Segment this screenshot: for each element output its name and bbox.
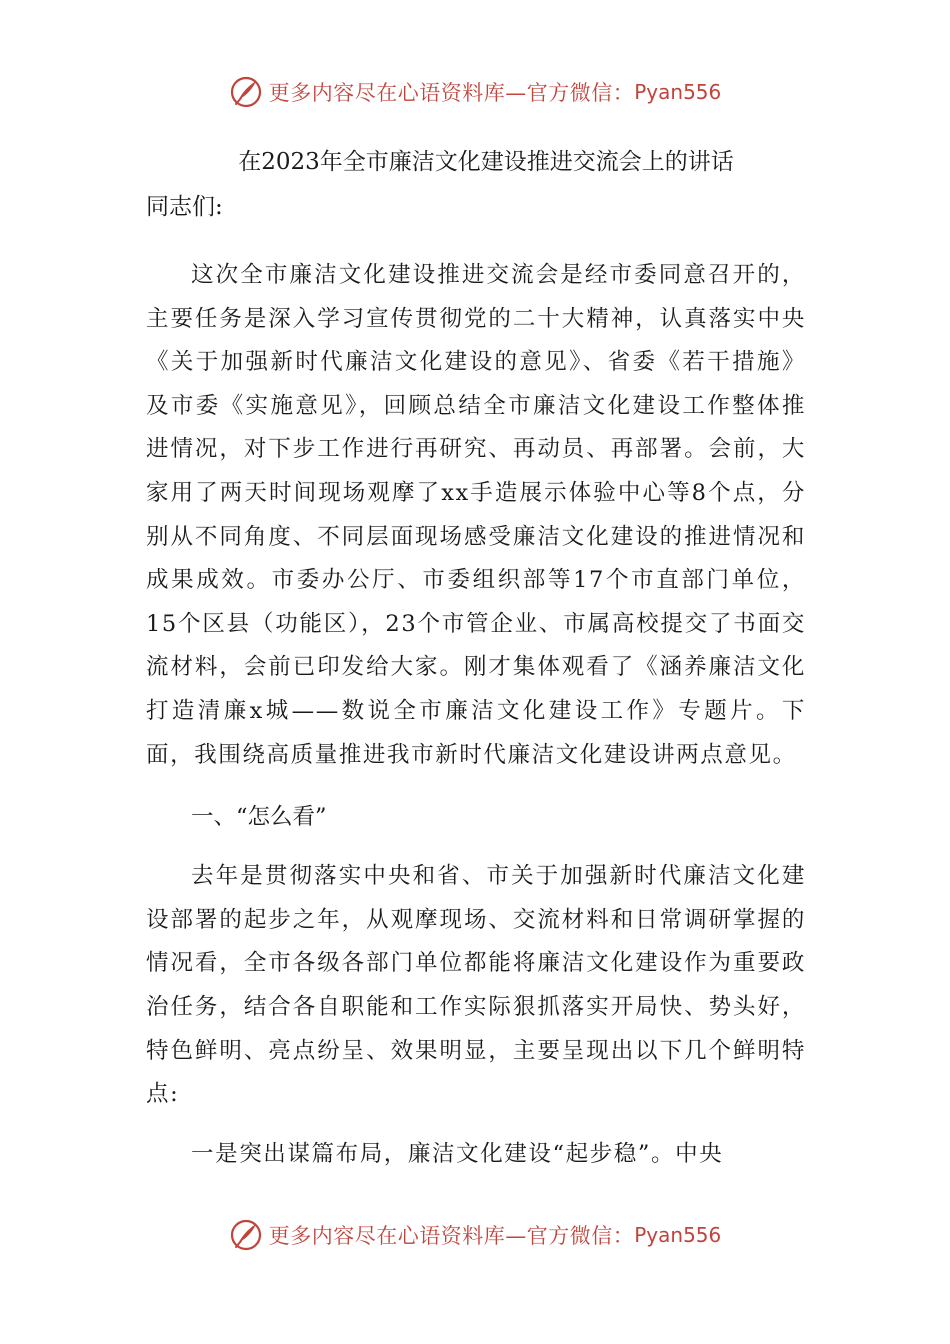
document-title: 在2023年全市廉洁文化建设推进交流会上的讲话 bbox=[238, 149, 734, 175]
section-heading: 一、“怎么看” bbox=[191, 804, 327, 831]
salutation: 同志们: bbox=[146, 194, 223, 220]
banner-wechat-id: Pyan556 bbox=[634, 80, 722, 104]
document-body bbox=[146, 142, 806, 1176]
quill-logo-icon bbox=[229, 75, 263, 109]
banner-text: 更多内容尽在心语资料库—官方微信： bbox=[268, 1224, 635, 1248]
opening-paragraph: 这次全市廉洁文化建设推进交流会是经市委同意召开的，主要任务是深入学习宣传贯彻党的二十大精神，认真落实中央《关于加强新时代廉洁文化建设的意见》、省委《若干措施》及市委《实施意见》，回顾总结全市廉洁文化建设工作整体推进情况，对下步工作进行再研究、再动员、再部署。会前，大家用了两天时间现场观摩了xx手造展示体验中心等8个点，分别从不同角度、不同层面现场感受廉洁文化建设的推进情况和成果成效。市委办公厅、市委组织部等17个市直部门单位，15个区县（功能区），23个市管企业、市属高校提交了书面交流材料，会前已印发给大家。刚才集体观看了《涵养廉洁文化打造清廉x城——数说全市廉洁文化建设工作》专题片。下面，我围绕高质量推进我市新时代廉洁文化建设讲两点意见。 bbox=[146, 262, 806, 768]
section-paragraph: 去年是贯彻落实中央和省、市关于加强新时代廉洁文化建设部署的起步之年，从观摩现场、交流材料和日常调研掌握的情况看，全市各级各部门单位都能将廉洁文化建设作为重要政治任务，结合各自职能和工作实际狠抓落实开局快、势头好，特色鲜明、亮点纷呈、效果明显，主要呈现出以下几个鲜明特点: bbox=[146, 863, 806, 1108]
banner-wechat-id: Pyan556 bbox=[634, 1223, 722, 1247]
point-paragraph: 一是突出谋篇布局，廉洁文化建设“起步稳”。中央 bbox=[191, 1140, 724, 1167]
quill-logo-icon bbox=[229, 1218, 263, 1252]
footer-watermark-banner bbox=[0, 1213, 950, 1257]
header-watermark-banner bbox=[0, 70, 950, 114]
banner-text: 更多内容尽在心语资料库—官方微信： bbox=[268, 81, 635, 105]
